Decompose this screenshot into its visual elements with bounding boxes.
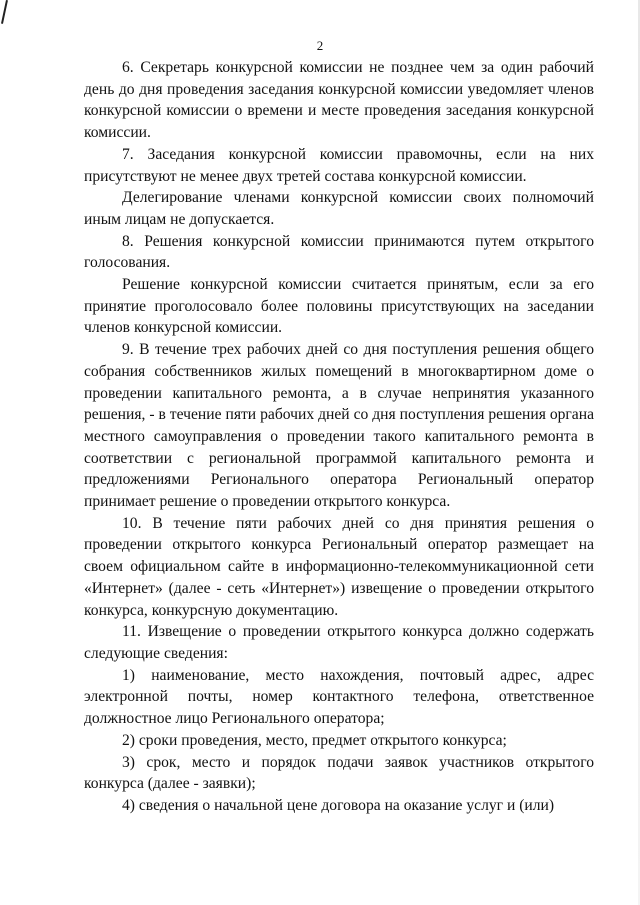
- page-number: 2: [316, 38, 324, 53]
- paragraph-6: 6. Секретарь конкурсной комиссии не позднее чем за один рабочий день до дня проведения заседания конкурсной комиссии уведомляет членов конкурсной комиссии о времени и месте проведения заседания конкурсной комиссии.: [84, 59, 594, 142]
- paragraph-11: 11. Извещение о проведении открытого конкурса должно содержать следующие сведения:: [84, 623, 594, 662]
- list-item-4: 4) сведения о начальной цене договора на оказание услуг и (или): [122, 796, 555, 814]
- paragraph-7: 7. Заседания конкурсной комиссии правомочны, если на них присутствуют не менее двух третей состава конкурсной комиссии.: [84, 145, 594, 185]
- paragraph-8-decision: Решение конкурсной комиссии считается принятым, если за его принятие проголосовало более половины присутствующих на заседании членов конкурсной комиссии.: [84, 276, 594, 337]
- paragraph-8: 8. Решения конкурсной комиссии принимаются путем открытого голосования.: [84, 232, 594, 272]
- paragraph-7-delegation: Делегирование членами конкурсной комиссии своих полномочий иным лицам не допускается.: [84, 189, 594, 228]
- document-body: [84, 57, 594, 817]
- list-item-2: 2) сроки проведения, место, предмет открытого конкурса;: [122, 731, 507, 749]
- list-item-1: 1) наименование, место нахождения, почтовый адрес, адрес электронной почты, номер контактного телефона, ответственное должностное лицо Регионального оператора;: [84, 666, 594, 728]
- list-item-3: 3) срок, место и порядок подачи заявок участников открытого конкурса (далее - заявки);: [84, 753, 594, 793]
- scan-mark: [1, 0, 8, 24]
- paragraph-9: 9. В течение трех рабочих дней со дня поступления решения общего собрания собственников жилых помещений в многоквартирном доме о проведении капитального ремонта, а в случае непринятия указанного решения, - в течение пяти рабочих дней со дня поступления решения органа местного самоуправления о проведении такого капитального ремонта в соответствии с региональной программой капитального ремонта и предложениями Регионального оператора Региональный оператор принимает решение о проведении открытого конкурса.: [84, 341, 594, 511]
- paragraph-10: 10. В течение пяти рабочих дней со дня принятия решения о проведении открытого конкурса Региональный оператор размещает на своем официальном сайте в информационно-телекоммуникационной сети «Интернет» (далее - сеть «Интернет») извещение о проведении открытого конкурса, конкурсную документацию.: [84, 514, 594, 619]
